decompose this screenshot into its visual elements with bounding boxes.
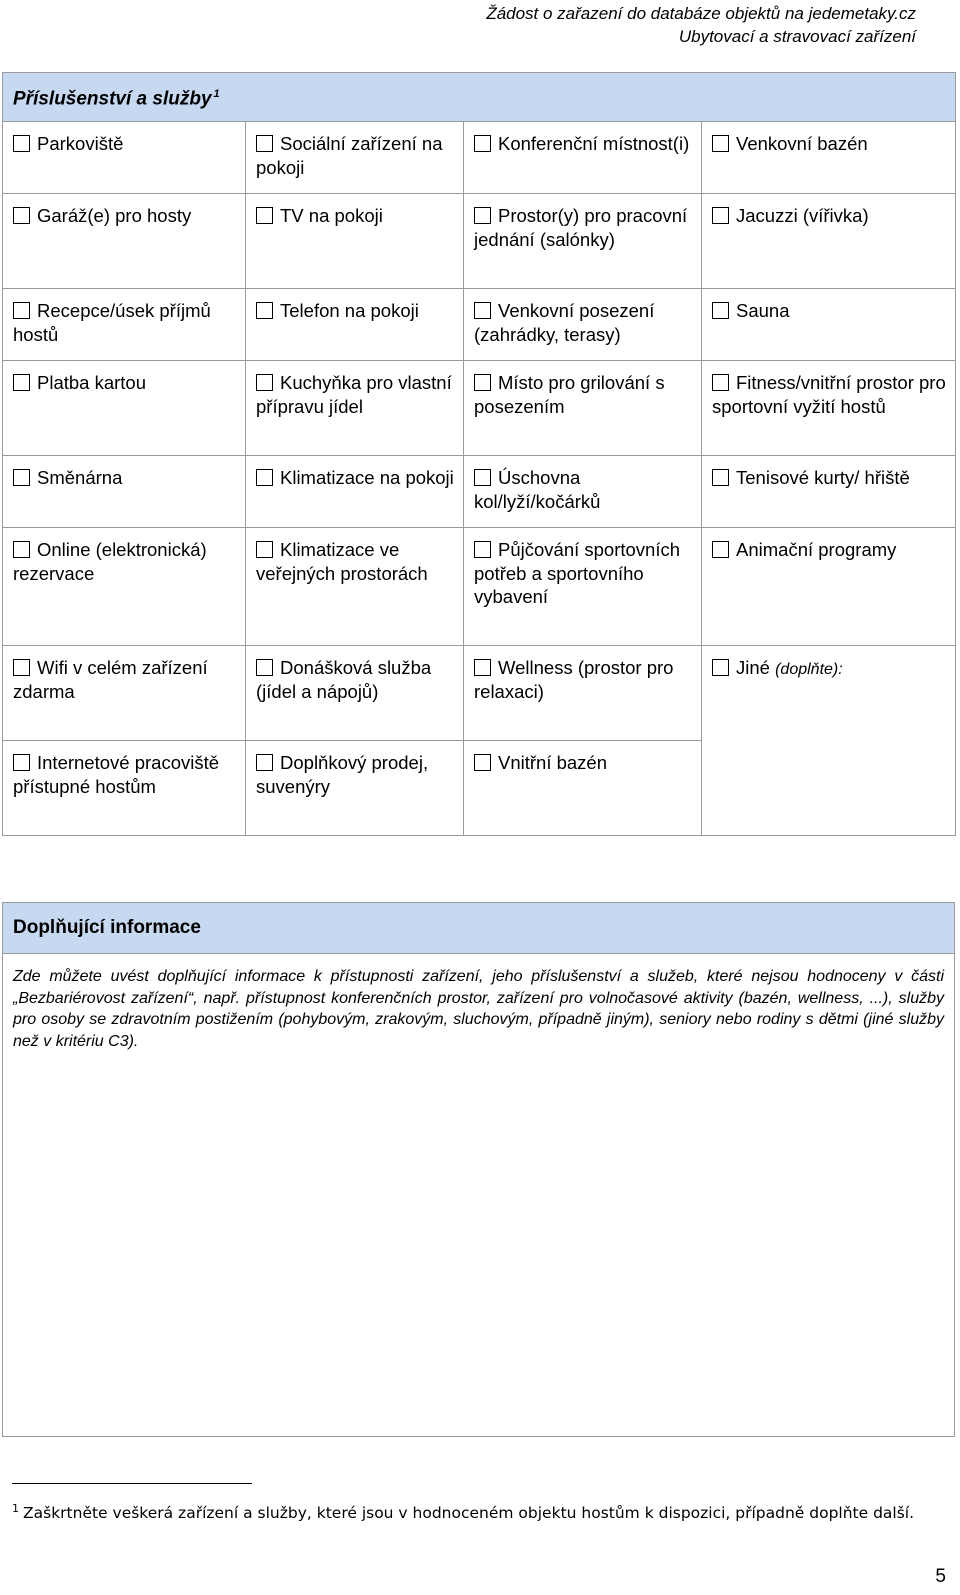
footnote-mark: 1 — [12, 1502, 19, 1515]
service-label: Animační programy — [736, 539, 897, 560]
service-label: Tenisové kurty/ hřiště — [736, 467, 910, 488]
service-label: Recepce/úsek příjmů hostů — [13, 300, 211, 345]
service-checkbox[interactable] — [256, 374, 273, 391]
service-checkbox[interactable] — [474, 135, 491, 152]
document-header — [486, 2, 916, 48]
service-label: Místo pro grilování s posezením — [474, 372, 665, 417]
service-checkbox[interactable] — [712, 374, 729, 391]
service-checkbox[interactable] — [256, 207, 273, 224]
service-row — [3, 289, 956, 361]
service-checkbox[interactable] — [256, 659, 273, 676]
service-checkbox[interactable] — [474, 469, 491, 486]
service-cell — [3, 741, 246, 836]
service-label: Donášková služba (jídel a nápojů) — [256, 657, 432, 702]
service-label: Půjčování sportovních potřeb a sportovního vybavení — [474, 539, 681, 607]
service-checkbox[interactable] — [474, 754, 491, 771]
page-number: 5 — [935, 1566, 946, 1587]
service-label: Internetové pracoviště přístupné hostům — [13, 752, 220, 797]
service-label: Kuchyňka pro vlastní přípravu jídel — [256, 372, 452, 417]
service-label: Wellness (prostor pro relaxaci) — [474, 657, 674, 702]
service-cell — [246, 741, 464, 836]
service-cell — [702, 289, 956, 361]
service-label: Směnárna — [37, 467, 123, 488]
service-label: Klimatizace na pokoji — [280, 467, 454, 488]
service-cell — [702, 646, 956, 836]
service-cell — [464, 456, 702, 528]
service-checkbox[interactable] — [13, 302, 30, 319]
service-checkbox[interactable] — [712, 541, 729, 558]
service-checkbox[interactable] — [474, 207, 491, 224]
service-cell — [3, 361, 246, 456]
service-label: Parkoviště — [37, 133, 124, 154]
service-cell — [246, 528, 464, 646]
service-cell — [246, 361, 464, 456]
service-cell — [702, 122, 956, 194]
service-label: Doplňkový prodej, suvenýry — [256, 752, 429, 797]
service-label: Konferenční místnost(i) — [498, 133, 690, 154]
service-cell — [464, 646, 702, 741]
service-cell — [246, 122, 464, 194]
service-checkbox[interactable] — [13, 541, 30, 558]
service-checkbox[interactable] — [256, 754, 273, 771]
service-checkbox[interactable] — [13, 207, 30, 224]
service-checkbox[interactable] — [712, 469, 729, 486]
service-checkbox[interactable] — [474, 374, 491, 391]
service-cell — [246, 456, 464, 528]
service-cell — [464, 528, 702, 646]
service-label: Venkovní bazén — [736, 133, 868, 154]
service-checkbox[interactable] — [13, 374, 30, 391]
service-cell — [702, 456, 956, 528]
service-checkbox[interactable] — [712, 302, 729, 319]
service-label: Sociální zařízení na pokoji — [256, 133, 443, 178]
services-table — [2, 72, 956, 836]
service-label: Platba kartou — [37, 372, 147, 393]
service-row — [3, 122, 956, 194]
service-cell — [3, 122, 246, 194]
service-label: Prostor(y) pro pracovní jednání (salónky) — [474, 205, 688, 250]
service-checkbox[interactable] — [256, 541, 273, 558]
service-cell — [246, 289, 464, 361]
service-label: TV na pokoji — [280, 205, 383, 226]
other-fill-in-note: (doplňte): — [775, 661, 843, 678]
footnote-separator — [12, 1483, 252, 1484]
service-row — [3, 361, 956, 456]
service-row — [3, 456, 956, 528]
service-checkbox[interactable] — [712, 135, 729, 152]
service-cell — [246, 194, 464, 289]
service-cell — [464, 194, 702, 289]
additional-info-title: Doplňující informace — [3, 903, 954, 954]
service-cell — [3, 456, 246, 528]
service-label: Garáž(e) pro hosty — [37, 205, 192, 226]
service-cell — [246, 646, 464, 741]
service-checkbox[interactable] — [256, 135, 273, 152]
service-checkbox[interactable] — [13, 754, 30, 771]
service-row — [3, 194, 956, 289]
service-cell — [464, 361, 702, 456]
service-checkbox[interactable] — [474, 302, 491, 319]
service-label: Sauna — [736, 300, 790, 321]
service-row — [3, 646, 956, 741]
service-label: Online (elektronická) rezervace — [13, 539, 207, 584]
additional-info-instructions: Zde můžete uvést doplňující informace k přístupnosti zařízení, jeho příslušenství a služeb, které nejsou hodnoceny v části „Bezbariérovost zařízení“, např. přístupnost konferenčních prostor, zařízení pro volnočasové aktivity (bazén, wellness, ...), služby pro osoby se zdravotním postižením (pohybovým, zrakovým, sluchovým, případně jiným), seniory nebo rodiny s dětmi (jiné služby než v kritériu C3). — [13, 968, 944, 1050]
header-line-1: Žádost o zařazení do databáze objektů na jedemetaky.cz — [486, 4, 916, 23]
service-label: Venkovní posezení (zahrádky, terasy) — [474, 300, 655, 345]
service-label: Klimatizace ve veřejných prostorách — [256, 539, 428, 584]
service-row — [3, 528, 956, 646]
additional-info-box — [2, 902, 955, 1437]
service-checkbox[interactable] — [256, 469, 273, 486]
service-label: Jiné — [736, 657, 770, 678]
service-checkbox[interactable] — [13, 135, 30, 152]
header-line-2: Ubytovací a stravovací zařízení — [678, 27, 916, 46]
service-cell — [464, 289, 702, 361]
service-checkbox[interactable] — [474, 659, 491, 676]
service-cell — [702, 194, 956, 289]
service-cell — [3, 194, 246, 289]
service-cell — [702, 361, 956, 456]
section-header — [3, 73, 956, 122]
service-cell — [702, 528, 956, 646]
service-cell — [464, 122, 702, 194]
service-label: Vnitřní bazén — [498, 752, 608, 773]
service-checkbox[interactable] — [474, 541, 491, 558]
footnote-reference: 1 — [213, 88, 220, 100]
footnote-text: Zaškrtněte veškerá zařízení a služby, které jsou v hodnoceném objektu hostům k dispozici, případně doplňte další. — [23, 1504, 915, 1523]
service-label: Fitness/vnitřní prostor pro sportovní vyžití hostů — [712, 372, 946, 417]
service-label: Wifi v celém zařízení zdarma — [13, 657, 208, 702]
service-label: Telefon na pokoji — [280, 300, 419, 321]
service-cell — [464, 741, 702, 836]
service-checkbox[interactable] — [712, 207, 729, 224]
section-title: Příslušenství a služby — [13, 88, 212, 110]
service-cell — [3, 646, 246, 741]
service-checkbox[interactable] — [256, 302, 273, 319]
section-header-row — [3, 73, 956, 122]
service-checkbox[interactable] — [13, 469, 30, 486]
service-cell — [3, 528, 246, 646]
service-label: Úschovna kol/lyží/kočárků — [474, 467, 601, 512]
service-cell — [3, 289, 246, 361]
service-label: Jacuzzi (vířivka) — [736, 205, 869, 226]
footnote — [12, 1496, 942, 1526]
service-checkbox[interactable] — [13, 659, 30, 676]
service-checkbox[interactable] — [712, 659, 729, 676]
